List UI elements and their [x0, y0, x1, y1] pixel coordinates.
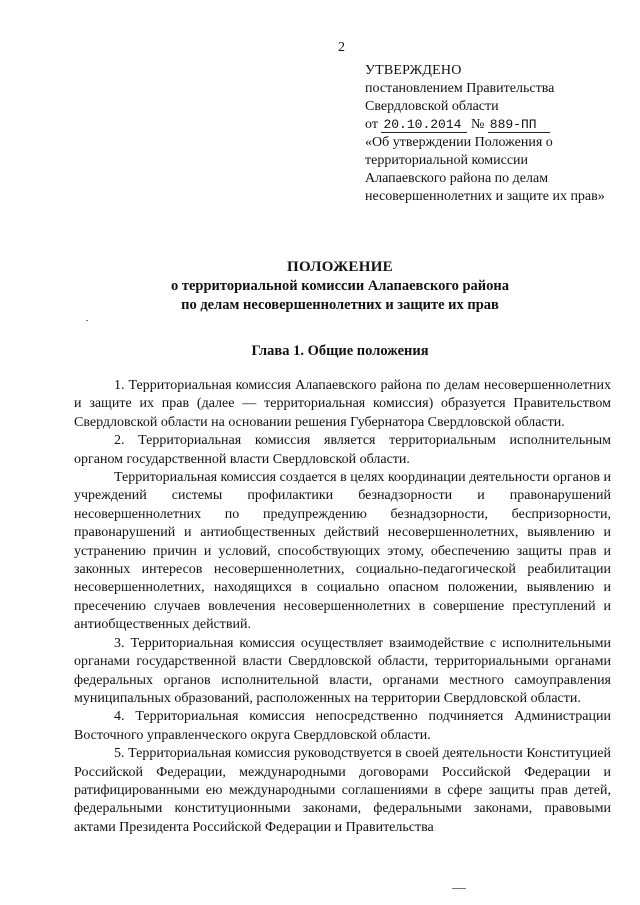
title-line-2: о территориальной комиссии Алапаевского района	[170, 278, 510, 294]
paragraph-4: 4. Территориальная комиссия непосредственно подчиняется Администрации Восточного управленческого округа Свердловской области.	[74, 709, 611, 743]
date-prefix: от	[365, 117, 378, 132]
approval-subject: «Об утверждении Положения о территориальной комиссии Алапаевского района по делам несовершеннолетних и защите их прав»	[365, 135, 605, 204]
paragraph-1: 1. Территориальная комиссия Алапаевского района по делам несовершеннолетних и защите их прав (далее — территориальная комиссия) образуется Правительством Свердловской области на основании решения Губернатора Свердловской области.	[74, 378, 611, 430]
paragraph-3: 3. Территориальная комиссия осуществляет взаимодействие с исполнительными органами государственной власти Свердловской области, территориальными органами федеральных органов исполнительной власти, органами местного самоуправления муниципальных образований, расположенных на территории Свердловской области.	[74, 635, 611, 706]
paragraph-5: 5. Территориальная комиссия руководствуется в своей деятельности Конституцией Российской Федерации, международными договорами Российской Федерации и ратифицированными ею международными соглашениями в сфере защиты прав детей, федеральными конституционными законами, федеральными законами, правовыми актами Президента Российской Федерации и Правительства	[74, 746, 611, 835]
title-line-3: по делам несовершеннолетних и защите их прав	[181, 297, 499, 313]
approval-date: 20.10.2014	[381, 117, 467, 133]
scan-speck	[452, 888, 466, 889]
number-prefix: №	[470, 117, 485, 132]
approval-stamp	[365, 62, 605, 206]
document-title	[60, 258, 620, 315]
approval-number: 889-ПП	[488, 117, 550, 133]
approval-date-line	[365, 116, 605, 134]
paragraph-2-purpose: Территориальная комиссия создается в целях координации деятельности органов и учреждений системы профилактики безнадзорности и правонарушений несовершеннолетних по предупреждению безнадзорности, беспризорности, правонарушений и антиобщественных действий несовершеннолетних, выявлению и устранению причин и условий, способствующих этому, обеспечению защиты прав и законных интересов несовершеннолетних, социально-педагогической реабилитации несовершеннолетних, находящихся в социально опасном положении, выявлению и пресечению случаев вовлечения несовершеннолетних в совершение преступлений и антиобщественных действий.	[74, 470, 611, 633]
scan-speck	[86, 320, 88, 321]
chapter-heading: Глава 1. Общие положения	[251, 343, 429, 359]
title-main: ПОЛОЖЕНИЕ	[287, 259, 393, 275]
approval-line-1: постановлением Правительства	[365, 81, 555, 96]
paragraph-2: 2. Территориальная комиссия является территориальным исполнительным органом государственной власти Свердловской области.	[74, 433, 611, 467]
document-body	[74, 377, 611, 837]
page-number: 2	[338, 40, 345, 55]
approval-line-2: Свердловской области	[365, 99, 499, 114]
approval-heading: УТВЕРЖДЕНО	[365, 63, 462, 78]
